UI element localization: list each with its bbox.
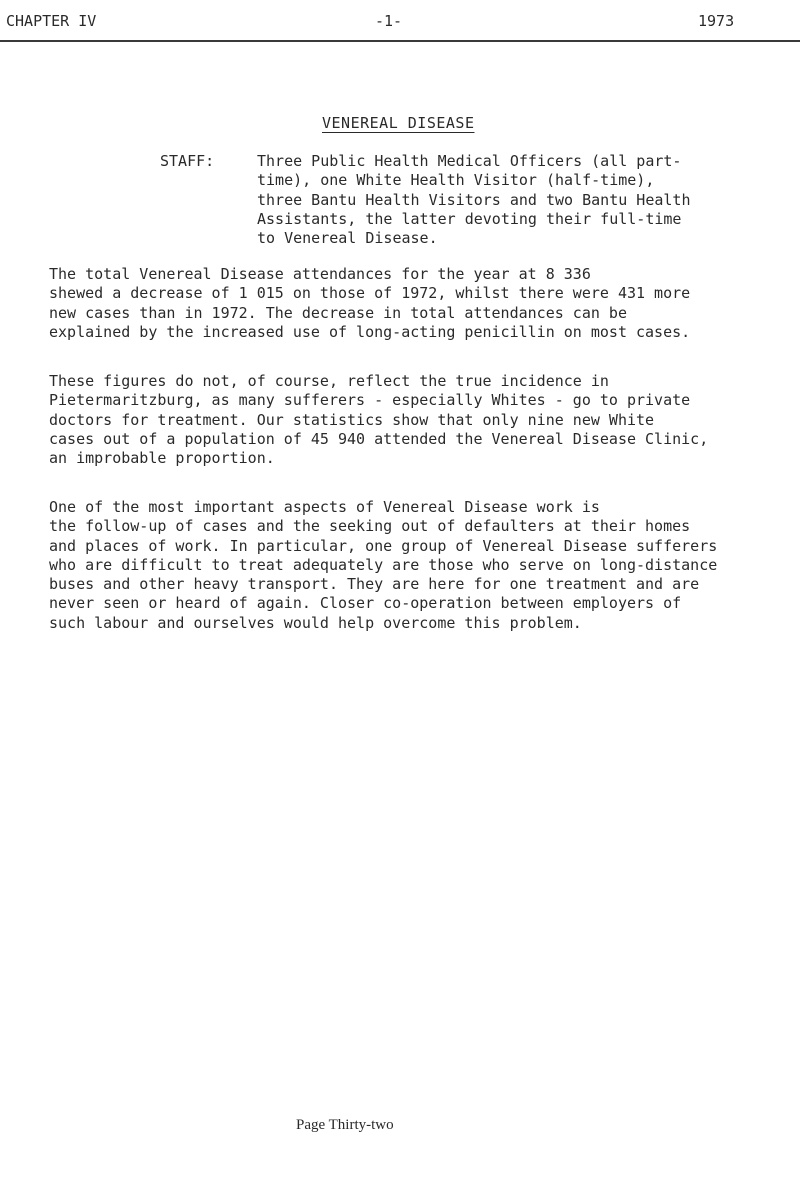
paragraph-attendances: The total Venereal Disease attendances for the year at 8 336 shewed a decrease of 1 015 on those of 1972, whilst there were 431 more new cases than in 1972. The decrease in total attendances can be explained by the increased use of long-acting penicillin on most cases. bbox=[49, 265, 691, 341]
year-label: 1973 bbox=[698, 12, 735, 30]
staff-label: STAFF: bbox=[160, 152, 215, 170]
paragraph-follow-up: One of the most important aspects of Venereal Disease work is the follow-up of cases and the seeking out of defaulters at their homes and places of work. In particular, one group of Venereal Disease sufferers who are difficult to treat adequately are those who serve on long-distance buses and other heavy transport. They are here for one treatment and are never seen or heard of again. Closer co-operation between employers of such labour and ourselves would help overcome this problem. bbox=[49, 498, 718, 632]
page-header bbox=[0, 6, 800, 36]
page-number: -1- bbox=[375, 12, 403, 30]
section-title: VENEREAL DISEASE bbox=[322, 114, 475, 132]
staff-text: Three Public Health Medical Officers (all part- time), one White Health Visitor (half-time), three Bantu Health Visitors and two Bantu Health Assistants, the latter devoting their full-time to Venereal Disease. bbox=[257, 152, 691, 248]
header-divider bbox=[0, 40, 800, 42]
paragraph-incidence: These figures do not, of course, reflect the true incidence in Pietermaritzburg, as many sufferers - especially Whites - go to private doctors for treatment. Our statistics show that only nine new White cases out of a population of 45 940 attended the Venereal Disease Clinic, an improbable proportion. bbox=[49, 372, 709, 468]
page-footer: Page Thirty-two bbox=[296, 1117, 394, 1133]
chapter-label: CHAPTER IV bbox=[6, 12, 97, 30]
